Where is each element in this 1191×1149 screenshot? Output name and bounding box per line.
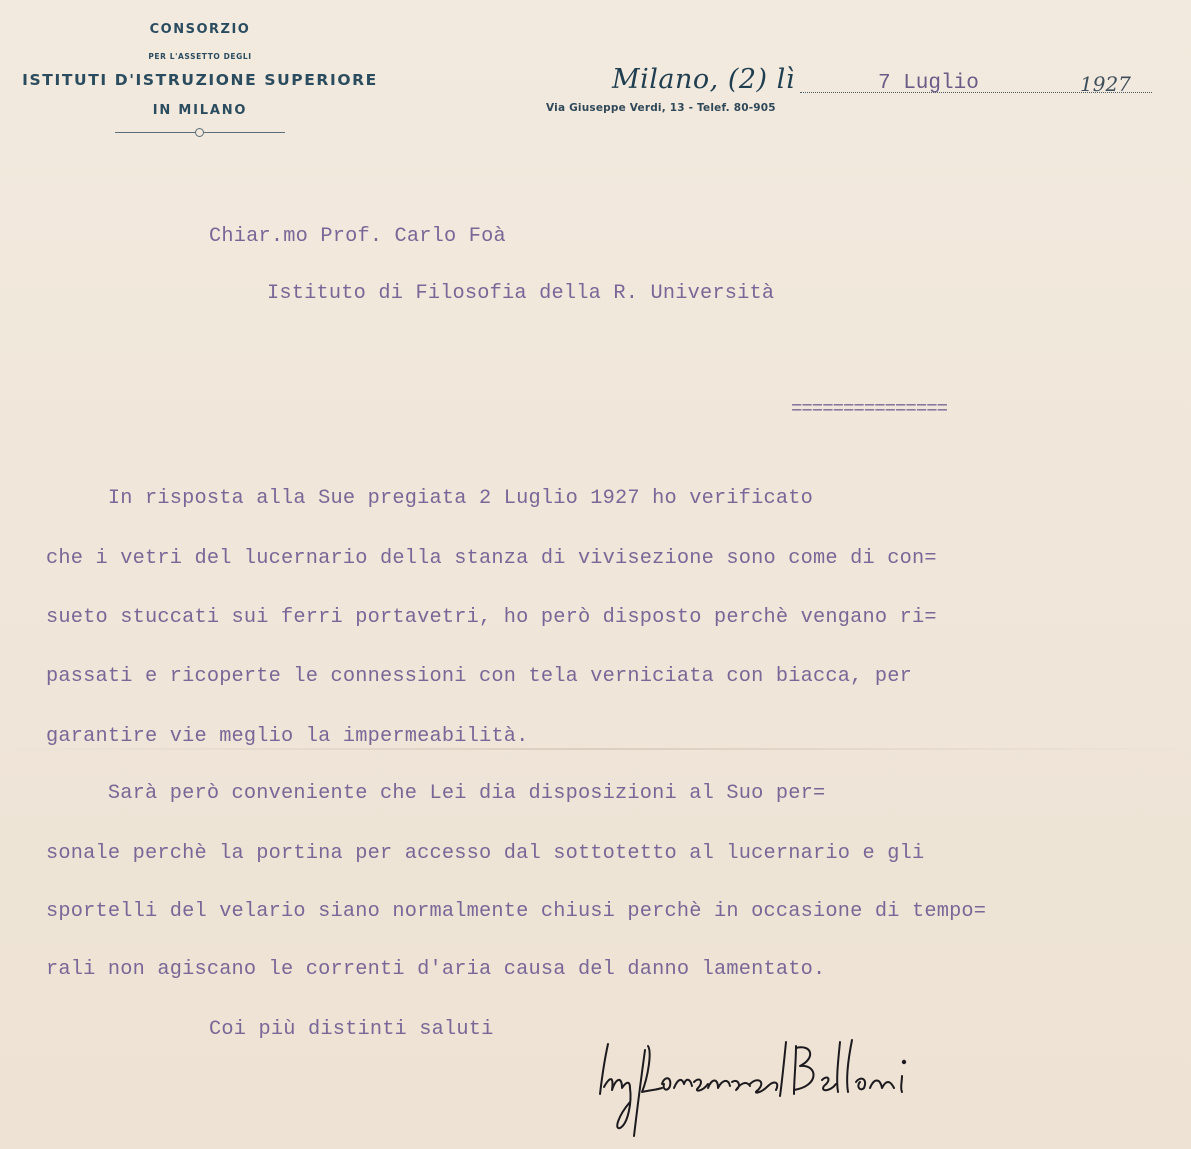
- body-line: che i vetri del lucernario della stanza di vivisezione sono come di con=: [46, 547, 937, 570]
- recipient-name: Chiar.mo Prof. Carlo Foà: [209, 225, 506, 248]
- letterhead-ornament-icon: [195, 128, 204, 137]
- body-line: passati e ricoperte le connessioni con tela verniciata con biacca, per: [46, 665, 912, 688]
- letterhead-per-assetto: PER L'ASSETTO DEGLI: [148, 52, 252, 61]
- letterhead-istituti: ISTITUTI D'ISTRUZIONE SUPERIORE: [22, 71, 378, 89]
- letterhead-in-milano: IN MILANO: [152, 103, 248, 118]
- body-line: sportelli del velario siano normalmente chiusi perchè in occasione di tempo=: [46, 900, 987, 923]
- body-line: garantire vie meglio la impermeabilità.: [46, 725, 529, 748]
- body-line: sueto stuccati sui ferri portavetri, ho però disposto perchè vengano ri=: [46, 606, 937, 629]
- body-line: sonale perchè la portina per accesso dal sottotetto al lucernario e gli: [46, 842, 925, 865]
- date-day-month: 7 Luglio: [878, 72, 979, 95]
- date-year: 1927: [1080, 72, 1131, 96]
- body-line: In risposta alla Sue pregiata 2 Luglio 1927 ho verificato: [46, 487, 813, 510]
- paper-fold: [0, 748, 1191, 750]
- place-heading: Milano, (2) lì: [612, 64, 795, 95]
- closing-salutation: Coi più distinti saluti: [209, 1018, 494, 1041]
- separator-line: ===============: [791, 398, 948, 420]
- recipient-institute: Istituto di Filosofia della R. Università: [267, 282, 775, 305]
- body-line: rali non agiscano le correnti d'aria causa del danno lamentato.: [46, 958, 826, 981]
- signature-drawing: [590, 1032, 920, 1142]
- letterhead-address: Via Giuseppe Verdi, 13 - Telef. 80-905: [546, 102, 776, 114]
- letterhead-consorzio: CONSORZIO: [149, 22, 251, 37]
- body-line: Sarà però conveniente che Lei dia disposizioni al Suo per=: [46, 782, 826, 805]
- handwritten-signature: [590, 1032, 920, 1142]
